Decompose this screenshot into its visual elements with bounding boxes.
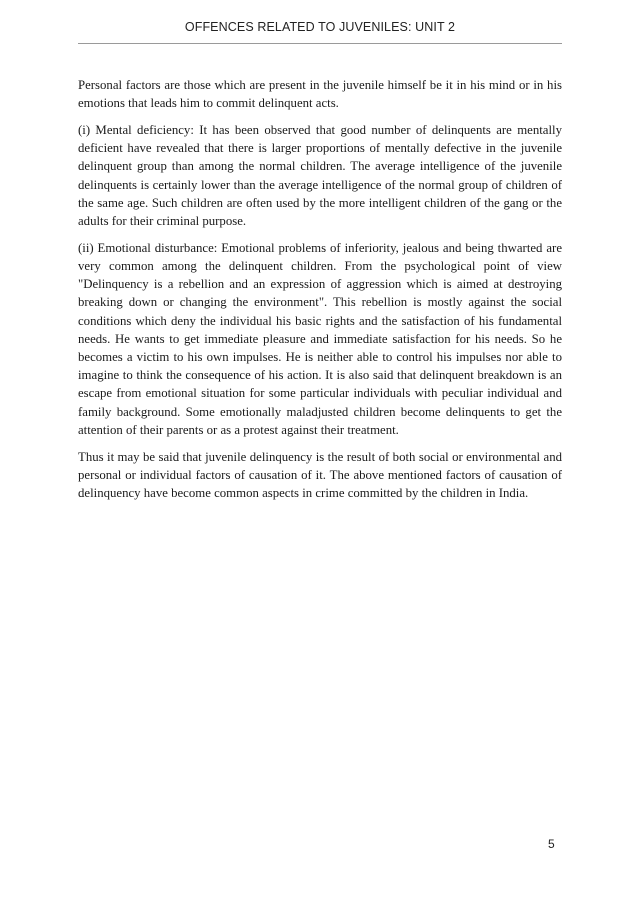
paragraph-mental-deficiency: (i) Mental deficiency: It has been observed that good number of delinquents are mentally deficient have revealed that there is larger proportions of mentally defective in the juvenile delinquent group than among the normal children. The average intelligence of the juvenile delinquents is certainly lower than the average intelligence of the normal group of children of the same age. Such children are often used by the more intelligent children of the gang or the adults for their criminal purpose. <box>78 123 562 229</box>
paragraph-personal-factors: Personal factors are those which are present in the juvenile himself be it in his mind or in his emotions that leads him to commit delinquent acts. <box>78 78 562 111</box>
page-number: 5 <box>548 837 555 851</box>
page-header: OFFENCES RELATED TO JUVENILES: UNIT 2 <box>184 20 456 34</box>
paragraph-conclusion: Thus it may be said that juvenile delinquency is the result of both social or environmental and personal or individual factors of causation of it. The above mentioned factors of causation of delinquency have become common aspects in crime committed by the children in India. <box>78 449 562 501</box>
paragraph-emotional-disturbance: (ii) Emotional disturbance: Emotional problems of inferiority, jealous and being thwarted are very common among the delinquent children. From the psychological point of view "Delinquency is a rebellion and an expression of aggression which is aimed at destroying breaking down or changing the environment". This rebellion is mostly against the social conditions which deny the individual his basic rights and the satisfaction of his fundamental needs. He wants to get immediate pleasure and immediate satisfaction for his needs. So he becomes a victim to his own impulses. He is neither able to control his impulses nor able to imagine to think the consequence of his action. It is also said that delinquent breakdown is an escape from emotional situation for some particular individuals with peculiar individual and family background. Some emotionally maladjusted children become delinquents to get the attention of their parents or as a protest against their treatment. <box>78 240 562 437</box>
header-divider <box>78 43 562 44</box>
document-body <box>78 76 562 511</box>
